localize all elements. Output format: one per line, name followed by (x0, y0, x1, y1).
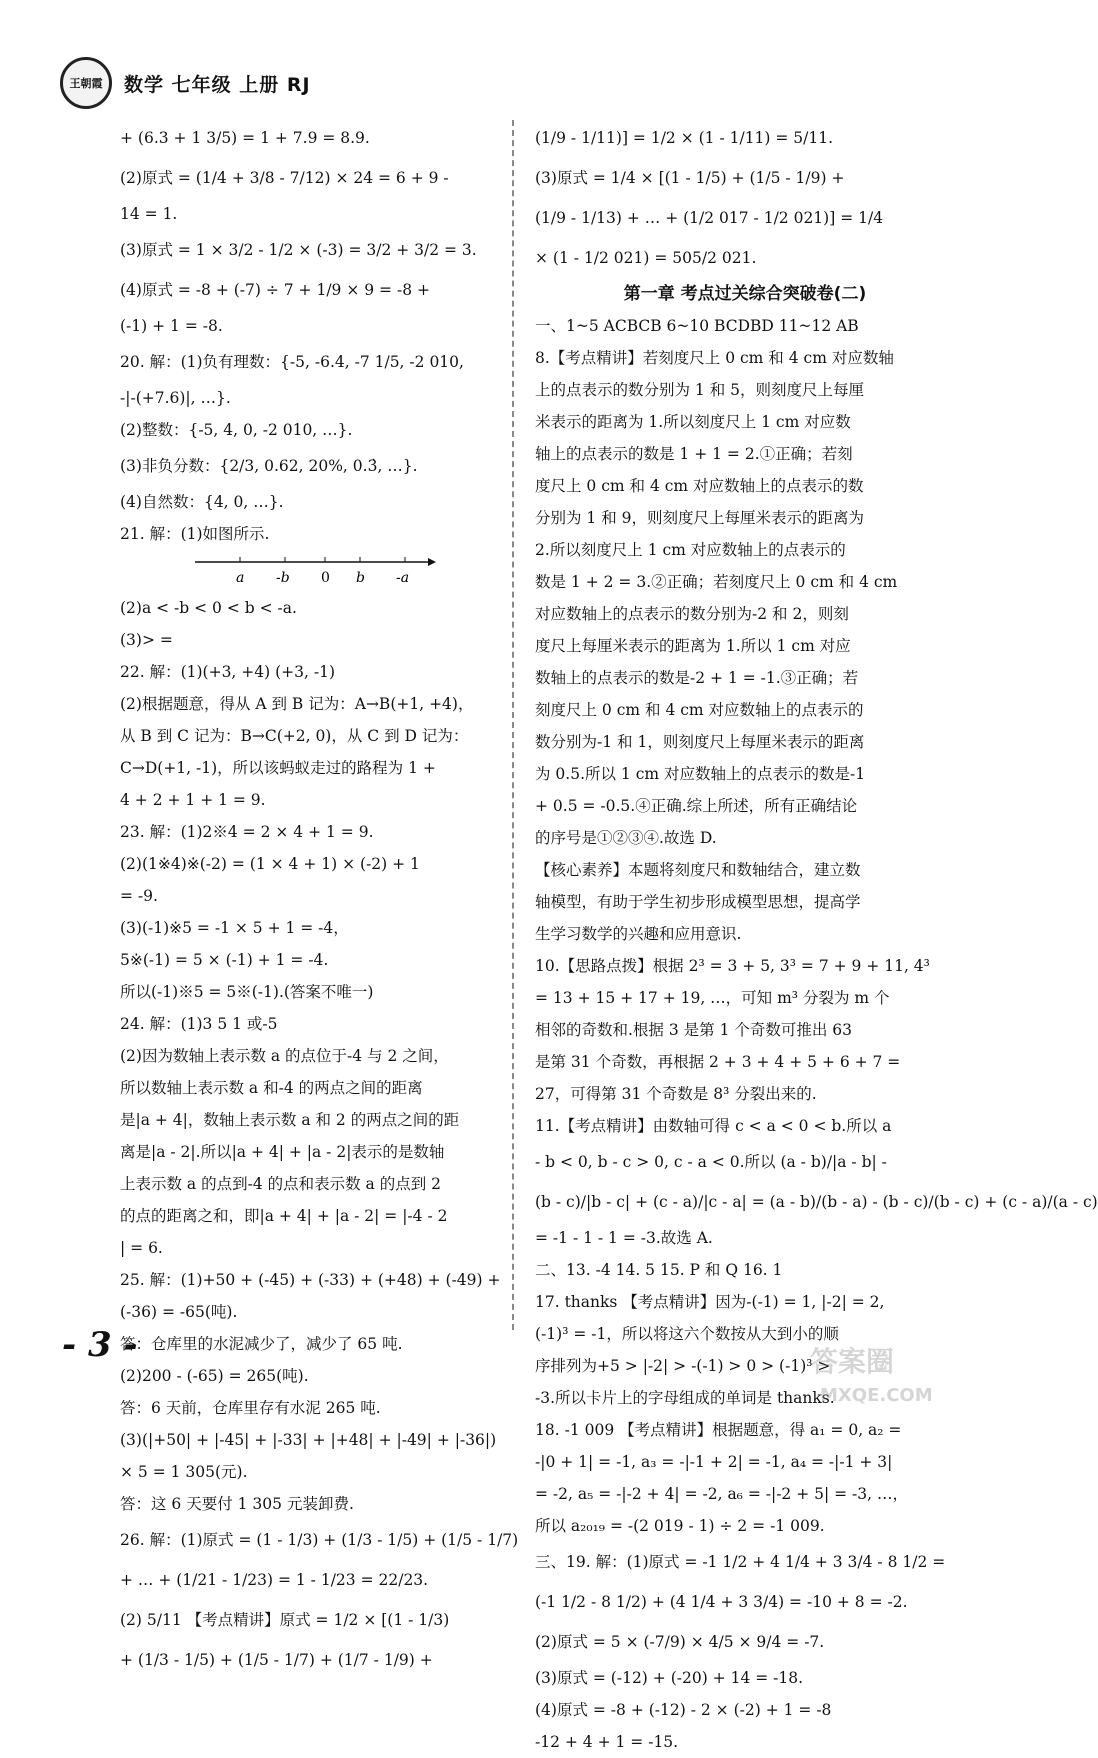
text-line: 24. 解：(1)3 5 1 或-5 (120, 1014, 278, 1033)
text-line: 序排列为+5 > |-2| > -(-1) > 0 > (-1)³ > (535, 1356, 831, 1375)
text-line: 上的点表示的数分别为 1 和 5，则刻度尺上每厘 (535, 380, 865, 399)
text-line: 上表示数 a 的点到-4 的点和表示数 a 的点到 2 (120, 1174, 442, 1193)
text-line: (-1)³ = -1，所以将这六个数按从大到小的顺 (535, 1324, 839, 1343)
text-line: × (1 - 1/2 021) = 505/2 021. (535, 248, 757, 267)
text-line: = 13 + 15 + 17 + 19, …，可知 m³ 分裂为 m 个 (535, 988, 890, 1007)
text-line: 所以数轴上表示数 a 和-4 的两点之间的距离 (120, 1078, 423, 1097)
text-line: (4)原式 = -8 + (-7) ÷ 7 + 1/9 × 9 = -8 + (120, 280, 430, 299)
text-line: 轴模型，有助于学生初步形成模型思想，提高学 (535, 892, 861, 911)
text-line: | = 6. (120, 1238, 163, 1257)
text-line: C→D(+1, -1)，所以该蚂蚁走过的路程为 1 + (120, 758, 436, 777)
watermark-logo (800, 1335, 960, 1415)
text-line: (1/9 - 1/13) + … + (1/2 017 - 1/2 021)] = 1/4 (535, 208, 884, 227)
text-line: - b < 0, b - c > 0, c - a < 0.所以 (a - b)/|a - b| - (535, 1152, 887, 1171)
text-line: 生学习数学的兴趣和应用意识. (535, 924, 742, 943)
text-line: (4)原式 = -8 + (-12) - 2 × (-2) + 1 = -8 (535, 1700, 832, 1719)
text-line: = -9. (120, 886, 158, 905)
text-line: 是第 31 个奇数，再根据 2 + 3 + 4 + 5 + 6 + 7 = (535, 1052, 901, 1071)
text-line: (b - c)/|b - c| + (c - a)/|c - a| = (a - b)/(b - a) - (b - c)/(b - c) + (c - a)/(a - c) (535, 1192, 1098, 1211)
page-header (60, 58, 311, 108)
text-line: 18. -1 009 【考点精讲】根据题意，得 a₁ = 0, a₂ = (535, 1420, 902, 1439)
text-line: 所以(-1)※5 = 5※(-1).(答案不唯一) (120, 982, 374, 1001)
text-line: 8.【考点精讲】若刻度尺上 0 cm 和 4 cm 对应数轴 (535, 348, 894, 367)
text-line: + 0.5 = -0.5.④正确.综上所述，所有正确结论 (535, 796, 858, 815)
number-line-figure (190, 552, 440, 588)
text-line: (1/9 - 1/11)] = 1/2 × (1 - 1/11) = 5/11. (535, 128, 834, 147)
label-zero: 0 (321, 570, 330, 586)
section-title: 第一章 考点过关综合突破卷(二) (623, 284, 867, 304)
text-line: (3)原式 = (-12) + (-20) + 14 = -18. (535, 1668, 804, 1687)
text-line: 27，可得第 31 个奇数是 8³ 分裂出来的. (535, 1084, 817, 1103)
label-a: a (236, 570, 245, 586)
text-line: 度尺上每厘米表示的距离为 1.所以 1 cm 对应 (535, 636, 851, 655)
column-divider (512, 120, 514, 1330)
text-line: -|0 + 1| = -1, a₃ = -|-1 + 2| = -1, a₄ = -|-1 + 3| (535, 1452, 893, 1471)
text-line: 为 0.5.所以 1 cm 对应数轴上的点表示的数是-1 (535, 764, 866, 783)
text-line: + (1/3 - 1/5) + (1/5 - 1/7) + (1/7 - 1/9) + (120, 1650, 433, 1669)
text-line: (2)原式 = 5 × (-7/9) × 4/5 × 9/4 = -7. (535, 1632, 825, 1651)
text-line: (4)自然数：{4, 0, …}. (120, 492, 284, 511)
text-line: (2)根据题意，得从 A 到 B 记为：A→B(+1, +4)， (120, 694, 474, 713)
text-line: 数是 1 + 2 = 3.②正确；若刻度尺上 0 cm 和 4 cm (535, 572, 898, 591)
text-line: (2)整数：{-5, 4, 0, -2 010, …}. (120, 420, 353, 439)
text-line: × 5 = 1 305(元). (120, 1462, 248, 1481)
page-number: - 3 - (62, 1325, 138, 1365)
text-line: 分别为 1 和 9，则刻度尺上每厘米表示的距离为 (535, 508, 865, 527)
left-column (120, 118, 519, 1680)
text-line: (2)原式 = (1/4 + 3/8 - 7/12) × 24 = 6 + 9 - (120, 168, 449, 187)
text-line: (3)(-1)※5 = -1 × 5 + 1 = -4， (120, 918, 349, 937)
text-line: 的序号是①②③④.故选 D. (535, 828, 717, 847)
text-line: 【核心素养】本题将刻度尺和数轴结合，建立数 (535, 860, 861, 879)
text-line: + (6.3 + 1 3/5) = 1 + 7.9 = 8.9. (120, 128, 370, 147)
text-line: 21. 解：(1)如图所示. (120, 524, 270, 543)
text-line: -3.所以卡片上的字母组成的单词是 thanks. (535, 1388, 835, 1407)
text-line: 10.【思路点拨】根据 2³ = 3 + 5, 3³ = 7 + 9 + 11, 4³ (535, 956, 930, 975)
text-line: 是|a + 4|，数轴上表示数 a 和 2 的两点之间的距 (120, 1110, 460, 1129)
label-neg-b: -b (276, 570, 290, 586)
text-line: 三、19. 解：(1)原式 = -1 1/2 + 4 1/4 + 3 3/4 - 8 1/2 = (535, 1552, 946, 1571)
text-line: 答：这 6 天要付 1 305 元装卸费. (120, 1494, 354, 1513)
watermark-text: 答案圈 (810, 1345, 895, 1378)
text-line: 所以 a₂₀₁₉ = -(2 019 - 1) ÷ 2 = -1 009. (535, 1516, 825, 1535)
text-line: (2)a < -b < 0 < b < -a. (120, 598, 297, 617)
text-line: = -1 - 1 - 1 = -3.故选 A. (535, 1228, 713, 1247)
text-line: 对应数轴上的点表示的数分别为-2 和 2，则刻 (535, 604, 849, 623)
text-line: 2.所以刻度尺上 1 cm 对应数轴上的点表示的 (535, 540, 846, 559)
text-line: (3)(|+50| + |-45| + |-33| + |+48| + |-49| + |-36|) (120, 1430, 497, 1449)
text-line: 轴上的点表示的数是 1 + 1 = 2.①正确；若刻 (535, 444, 853, 463)
book-title: 数学 七年级 上册 RJ (124, 73, 311, 96)
text-line: 的点的距离之和，即|a + 4| + |a - 2| = |-4 - 2 (120, 1206, 448, 1225)
text-line: = -2, a₅ = -|-2 + 4| = -2, a₆ = -|-2 + 5| = -3, …， (535, 1484, 909, 1503)
text-line: 从 B 到 C 记为：B→C(+2, 0)，从 C 到 D 记为： (120, 726, 469, 745)
text-line: (3)原式 = 1/4 × [(1 - 1/5) + (1/5 - 1/9) + (535, 168, 845, 187)
text-line: (3)原式 = 1 × 3/2 - 1/2 × (-3) = 3/2 + 3/2 = 3. (120, 240, 477, 259)
watermark-url: MXQE.COM (820, 1385, 933, 1406)
text-line: 20. 解：(1)负有理数：{-5, -6.4, -7 1/5, -2 010, (120, 352, 464, 371)
text-line: 4 + 2 + 1 + 1 = 9. (120, 790, 266, 809)
text-line: 数分别为-1 和 1，则刻度尺上每厘米表示的距离 (535, 732, 865, 751)
text-line: 22. 解：(1)(+3, +4) (+3, -1) (120, 662, 336, 681)
text-line: 一、1~5 ACBCB 6~10 BCDBD 11~12 AB (535, 316, 859, 335)
text-line: (-36) = -65(吨). (120, 1302, 238, 1321)
text-line: (3)> = (120, 630, 173, 649)
text-line: 度尺上 0 cm 和 4 cm 对应数轴上的点表示的数 (535, 476, 864, 495)
text-line: (-1) + 1 = -8. (120, 316, 223, 335)
label-neg-a: -a (396, 570, 410, 586)
publisher-logo (60, 57, 112, 109)
logo-text: 王朝霞 (69, 77, 103, 90)
text-line: 11.【考点精讲】由数轴可得 c < a < 0 < b.所以 a (535, 1116, 892, 1135)
text-line: 二、13. -4 14. 5 15. P 和 Q 16. 1 (535, 1260, 783, 1279)
text-line: 相邻的奇数和.根据 3 是第 1 个奇数可推出 63 (535, 1020, 853, 1039)
text-line: (2)因为数轴上表示数 a 的点位于-4 与 2 之间， (120, 1046, 449, 1065)
text-line: -|-(+7.6)|, …}. (120, 388, 231, 407)
text-line: 刻度尺上 0 cm 和 4 cm 对应数轴上的点表示的 (535, 700, 864, 719)
text-line: -12 + 4 + 1 = -15. (535, 1732, 679, 1751)
text-line: 答：仓库里的水泥减少了，减少了 65 吨. (120, 1334, 403, 1353)
text-line: 26. 解：(1)原式 = (1 - 1/3) + (1/3 - 1/5) + (1/5 - 1/7) (120, 1530, 519, 1549)
text-line: 数轴上的点表示的数是-2 + 1 = -1.③正确；若 (535, 668, 859, 687)
axis-arrow (428, 558, 436, 566)
text-line: 25. 解：(1)+50 + (-45) + (-33) + (+48) + (-49) + (120, 1270, 501, 1289)
text-line: 17. thanks 【考点精讲】因为-(-1) = 1, |-2| = 2, (535, 1292, 885, 1311)
text-line: 23. 解：(1)2※4 = 2 × 4 + 1 = 9. (120, 822, 374, 841)
text-line: 答：6 天前，仓库里存有水泥 265 吨. (120, 1398, 381, 1417)
text-line: (-1 1/2 - 8 1/2) + (4 1/4 + 3 3/4) = -10 + 8 = -2. (535, 1592, 908, 1611)
label-b: b (356, 570, 365, 586)
text-line: 14 = 1. (120, 204, 178, 223)
text-line: (2)(1※4)※(-2) = (1 × 4 + 1) × (-2) + 1 (120, 854, 420, 873)
text-line: 米表示的距离为 1.所以刻度尺上 1 cm 对应数 (535, 412, 851, 431)
text-line: 5※(-1) = 5 × (-1) + 1 = -4. (120, 950, 329, 969)
text-line: 离是|a - 2|.所以|a + 4| + |a - 2|表示的是数轴 (120, 1142, 445, 1161)
text-line: (2) 5/11 【考点精讲】原式 = 1/2 × [(1 - 1/3) (120, 1610, 450, 1629)
text-line: (3)非负分数：{2/3, 0.62, 20%, 0.3̇, …}. (120, 456, 418, 475)
text-line: (2)200 - (-65) = 265(吨). (120, 1366, 309, 1385)
right-column (535, 118, 1098, 1758)
text-line: + … + (1/21 - 1/23) = 1 - 1/23 = 22/23. (120, 1570, 429, 1589)
